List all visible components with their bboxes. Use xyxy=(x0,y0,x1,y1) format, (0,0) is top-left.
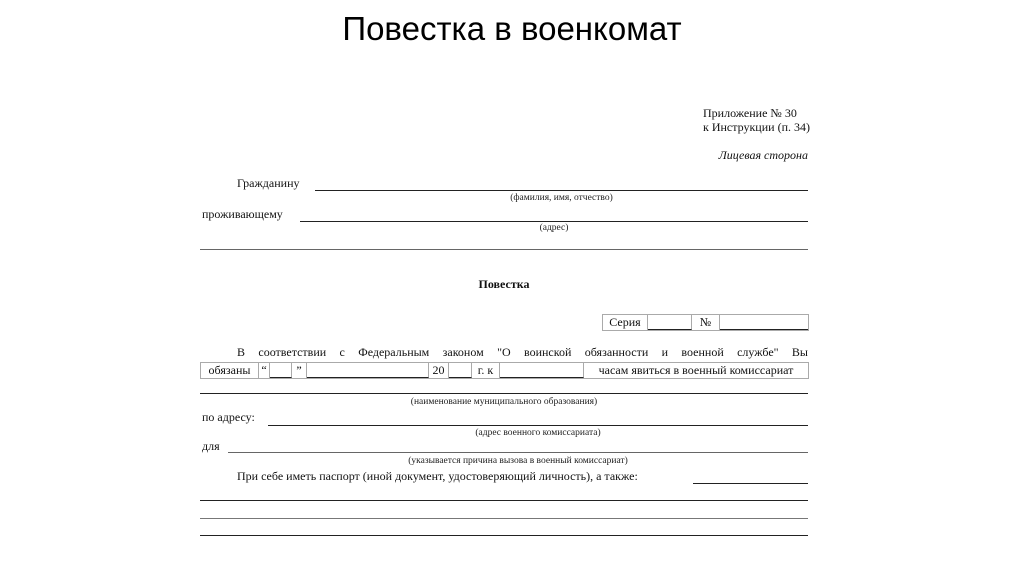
address-field-2[interactable] xyxy=(200,249,808,250)
year-prefix: 20 xyxy=(429,363,449,378)
bring-field-line-2[interactable] xyxy=(200,500,808,501)
form-heading: Повестка xyxy=(478,277,530,291)
for-label: для xyxy=(202,439,220,453)
municipality-field[interactable] xyxy=(200,393,808,394)
residing-label: проживающему xyxy=(202,207,283,221)
address-field[interactable] xyxy=(300,221,808,222)
number-field[interactable] xyxy=(720,315,808,330)
appendix-number: Приложение № 30 xyxy=(703,106,797,120)
at-address-label: по адресу: xyxy=(202,410,255,424)
bring-field[interactable] xyxy=(693,483,808,484)
obliged-label: обязаны xyxy=(201,363,259,378)
date-row xyxy=(200,362,809,379)
time-field[interactable] xyxy=(500,363,584,378)
reason-caption: (указывается причина вызова в военный комиссариат) xyxy=(408,456,628,466)
series-label: Серия xyxy=(603,315,648,330)
commissariat-address-caption: (адрес военного комиссариата) xyxy=(475,428,601,438)
citizen-caption: (фамилия, имя, отчество) xyxy=(510,193,613,203)
month-field[interactable] xyxy=(307,363,429,378)
municipality-caption: (наименование муниципального образования) xyxy=(410,397,598,407)
reason-field[interactable] xyxy=(228,452,808,453)
address-caption: (адрес) xyxy=(539,223,569,233)
number-label: № xyxy=(692,315,720,330)
day-field[interactable] xyxy=(270,363,292,378)
bring-text: При себе иметь паспорт (иной документ, удостоверяющий личность), а также: xyxy=(237,469,638,483)
citizen-label: Гражданину xyxy=(237,176,300,190)
series-field[interactable] xyxy=(648,315,692,330)
year-field[interactable] xyxy=(449,363,472,378)
quote-close: ” xyxy=(292,363,307,378)
citizen-name-field[interactable] xyxy=(315,190,808,191)
appear-text: часам явиться в военный комиссариат xyxy=(598,363,794,377)
appendix-instruction: к Инструкции (п. 34) xyxy=(703,120,810,134)
quote-open: “ xyxy=(259,363,270,378)
side-label: Лицевая сторона xyxy=(718,148,808,162)
paragraph-text: В соответствии с Федеральным законом "О воинской обязанности и военной службе" Вы xyxy=(237,345,808,359)
bring-field-line-3[interactable] xyxy=(200,518,808,519)
slide-title: Повестка в военкомат xyxy=(342,10,682,47)
year-suffix: г. к xyxy=(472,363,500,378)
series-number-box xyxy=(602,314,809,331)
bring-field-line-4[interactable] xyxy=(200,535,808,536)
commissariat-address-field[interactable] xyxy=(268,425,808,426)
